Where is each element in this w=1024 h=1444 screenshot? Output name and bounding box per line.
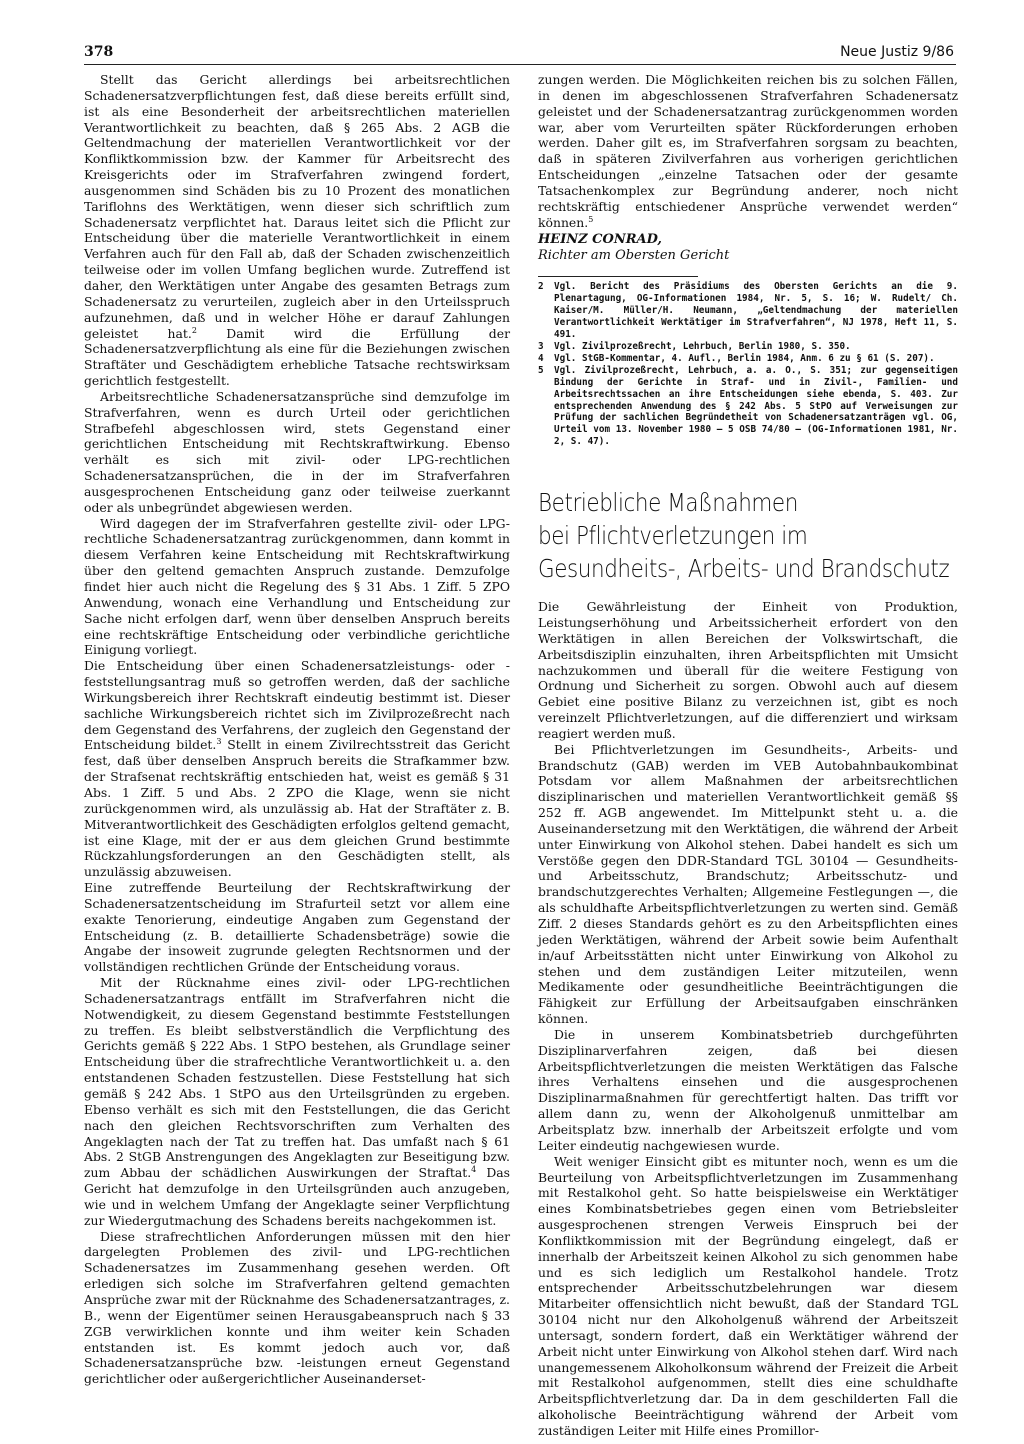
article-title-line: Gesundheits-, Arbeits- und Brandschutz: [538, 554, 950, 584]
journal-reference: Neue Justiz 9/86: [840, 44, 954, 60]
paragraph: Mit der Rücknahme eines zivil- oder LPG-rechtlichen Schadenersatzantrags entfällt im Strafverfahren nicht die Notwendigkeit, zu diesem Gegenstand bestimmte Feststellungen zu treffen. Es bleibt selbstverständlich die Verpflichtung des Gerichts gemäß § 222 Abs. 1 StPO bestehen, als Grundlage seiner Entscheidung über die strafrechtliche Verantwortlichkeit u. a. den entstandenen Schaden festzustellen. Diese Feststellung hat sich gemäß § 242 Abs. 1 StPO aus den Urteilsgründen zu ergeben. Ebenso verhält es sich mit den Feststellungen, die das Gericht nach den gleichen Rechtsvorschriften zum Verhalten des Angeklagten nach der Tat zu treffen hat. Das umfaßt nach § 61 Abs. 2 StGB Anstrengungen des Angeklagten zur Beseitigung bzw. zum Abbau der schädlichen Auswirkungen der Straftat.$^4$ Das Gericht hat demzufolge in den Urteilsgründen auch anzugeben, wie und in welchem Umfang der Angeklagte seiner Verpflichtung zur Wiedergutmachung des Schadens bereits nachgekommen ist.: [84, 975, 511, 1228]
paragraph: Bei Pflichtverletzungen im Gesundheits-, Arbeits- und Brandschutz (GAB) werden im VEB Autobahnbaukombinat Potsdam vor allem Maßnahmen der arbeitsrechtlichen disziplinarischen und materiellen Verantwortlichkeit gemäß §§ 252 ff. AGB angewendet. Im Mittelpunkt steht u. a. die Auseinandersetzung mit den Werktätigen, die während der Arbeit unter Einwirkung von Alkohol stehen. Dabei handelt es sich um Verstöße gegen den DDR-Standard TGL 30104 — Gesundheits- und Arbeitsschutz, Brandschutz; Arbeitsschutz- und brandschutzgerechtes Verhalten; Allgemeine Festlegungen —, die als schuldhafte Arbeitspflichtverletzungen zu werten sind. Gemäß Ziff. 2 dieses Standards gehört es zu den Arbeitspflichten eines jeden Werktätigen, während der Arbeit sowie beim Aufenthalt in/auf Arbeitsstätten nicht unter Einwirkung von Alkohol zu stehen und dem zuständigen Leiter mitzuteilen, wenn Medikamente oder gesundheitliche Beeinträchtigungen die Fähigkeit zur Erfüllung der Arbeitsaufgaben einschränken können.: [538, 741, 958, 1027]
paragraph: Eine zutreffende Beurteilung der Rechtskraftwirkung der Schadenersatzentscheidung im Strafurteil setzt vor allem eine exakte Tenorierung, eindeutige Angaben zum Gegenstand der Entscheidung (z. B. detaillierte Schadensbeträge) sowie die Angabe der insoweit zugrunde gelegten Rechtsnormen und der vollständigen rechtlichen Gründe der Entscheidung voraus.: [84, 880, 510, 975]
footnote-text: Vgl. Zivilprozeßrecht, Lehrbuch, Berlin 1980, S. 350.: [554, 340, 851, 352]
footnote-ref-5[interactable]: 5: [588, 214, 594, 224]
paragraph: Stellt das Gericht allerdings bei arbeitsrechtlichen Schadenersatzverpflichtungen fest, daß diese bereits erfüllt sind, ist als eine Besonderheit der arbeitsrechtlichen materiellen Verantwortlichkeit zu beachten, daß § 265 Abs. 2 AGB die Geltendmachung der materiellen Verantwortlichkeit vor der Konfliktkommission bzw. der Kammer für Arbeitsrecht des Kreisgerichts oder im Strafverfahren zwingend fordert, ausgenommen sind Schäden bis zu 10 Prozent des monatlichen Tariflohns des Werktätigen, wenn dieser sich schriftlich zum Schadenersatz verpflichtet hat. Daraus leitet sich die Pflicht zur Entscheidung über die materielle Verantwortlichkeit in einem Verfahren auch für den Fall ab, daß der Schaden zwischenzeitlich teilweise oder im vollen Umfang beglichen wurde. Zutreffend ist daher, den Werktätigen unter Angabe des gesamten Betrags zum Schadenersatz zu verurteilen, zugleich aber in den Urteilsspruch aufzunehmen, daß und in welcher Höhe er darauf Zahlungen geleistet hat.$^2$ Damit wird die Erfüllung der Schadenersatzverpflichtung als eine für die Beziehungen zwischen Straftäter und Geschädigtem erhebliche Tatsache rechtswirksam gerichtlich festgestellt.: [84, 72, 510, 389]
paragraph: Die Gewährleistung der Einheit von Produktion, Leistungserhöhung und Arbeitssicherheit erfordert von den Werktätigen in allen Bereichen der Volkswirtschaft, die Arbeitsdisziplin einzuhalten, ihren Arbeitspflichten mit Umsicht nachzukommen und überall für die weitere Festigung von Ordnung und Sicherheit zu sorgen. Obwohl auch auf diesem Gebiet eine positive Bilanz zu verzeichnen ist, gibt es noch vereinzelt Pflichtverletzungen, auf die differenziert und wirksam reagiert werden muß.: [538, 599, 958, 741]
right-column: [538, 72, 958, 1439]
header-rule: [84, 64, 956, 65]
footnote: [538, 281, 958, 341]
footnote-ref-3[interactable]: 3: [216, 737, 222, 747]
paragraph: Die in unserem Kombinatsbetrieb durchgeführten Disziplinarverfahren zeigen, daß bei diesen Arbeitspflichtverletzungen die meisten Werktätigen das Falsche ihres Verhaltens einsehen und die ausgesprochenen Disziplinarmaßnahmen für gerechtfertigt halten. Das trifft vor allem dann zu, wenn der Alkoholgenuß unmittelbar am Arbeitsplatz bzw. innerhalb der Arbeitszeit erfolgte und vom Leiter eindeutig nachgewiesen wurde.: [538, 1026, 958, 1153]
footnote-ref-4[interactable]: 4: [471, 1165, 477, 1175]
footnote-divider: [538, 276, 698, 277]
paragraph: Arbeitsrechtliche Schadenersatzansprüche sind demzufolge im Strafverfahren, wenn es durch Urteil oder gerichtlichen Strafbefehl abgeschlossen wird, stets Gegenstand einer gerichtlichen Entscheidung mit Rechtskraftwirkung. Ebenso verhält es sich mit zivil- oder LPG-rechtlichen Schadenersatzansprüchen, die in der im Strafverfahren ausgesprochenen Entscheidung ganz oder teilweise zuerkannt oder als unbegründet abgewiesen werden.: [84, 388, 510, 515]
footnote-number: 4: [538, 352, 544, 364]
paragraph: Wird dagegen der im Strafverfahren gestellte zivil- oder LPG-rechtliche Schadenersatzantrag zurückgenommen, dann kommt in diesem Verfahren keine Entscheidung mit Rechtskraftwirkung über den geltend gemachten Anspruch zustande. Demzufolge findet hier auch nicht die Regelung des § 31 Abs. 1 Ziff. 5 ZPO Anwendung, wonach eine Verhandlung und Entscheidung zur Sache nicht erfolgen darf, wenn über denselben Anspruch bereits eine rechtskräftige Entscheidung oder verbindliche gerichtliche Einigung vorliegt.: [84, 515, 510, 658]
footnote: [538, 365, 958, 448]
article-title-line: Betriebliche Maßnahmen: [538, 488, 798, 518]
paragraph: zungen werden. Die Möglichkeiten reichen bis zu solchen Fällen, in denen im abgeschlossenen Strafverfahren Schadenersatz geleistet und der Schadenersatzantrag zurückgenommen worden war, aber vom Verurteilten später Rückforderungen erhoben werden. Daher gilt es, im Strafverfahren sorgsam zu beachten, daß in späteren Zivilverfahren aus vorherigen gerichtlichen Entscheidungen „einzelne Tatsachen oder der gesamte Tatsachenkomplex zur Begründung anderer, noch nicht rechtskräftig entschiedener Ansprüche verwendet werden“ können.$^5$: [538, 72, 958, 230]
author-name: HEINZ CONRAD,: [538, 232, 662, 248]
footnote-number: 2: [538, 281, 544, 293]
footnote-number: 5: [538, 364, 544, 376]
page-number: 378: [84, 44, 114, 60]
footnote: [538, 353, 958, 365]
footnote-ref-2[interactable]: 2: [191, 325, 197, 335]
author-title: Richter am Obersten Gericht: [538, 248, 730, 264]
footnote-text: Vgl. Zivilprozeßrecht, Lehrbuch, a. a. O., S. 351; zur gegenseitigen Bindung der Gerichte in Straf- und in Zivil-, Familien- und Arbeitsrechtssachen an ihre Entscheidungen siehe ebenda, S. 403. Zur entsprechenden Anwendung des § 242 Abs. 5 StPO auf Verweisungen zur Prüfung der sachlichen Begründetheit von Schadenersatzanträgen vgl. OG, Urteil vom 13. November 1980 — 5 OSB 74/80 — (OG-Informationen 1981, Nr. 2, S. 47).: [554, 364, 958, 448]
footnote-text: Vgl. StGB-Kommentar, 4. Aufl., Berlin 1984, Anm. 6 zu § 61 (S. 207).: [554, 352, 935, 364]
footnote-text: Vgl. Bericht des Präsidiums des Obersten Gerichts an die 9. Plenartagung, OG-Informationen 1984, Nr. 5, S. 16; W. Rudelt/ Ch. Kaiser/M. Müller/H. Neumann, „Geltendmachung der materiellen Verantwortlichkeit Werktätiger im Strafverfahren“, NJ 1978, Heft 11, S. 491.: [554, 281, 958, 341]
footnotes: [538, 281, 958, 448]
paragraph: Weit weniger Einsicht gibt es mitunter noch, wenn es um die Beurteilung von Arbeitspflichtverletzungen im Zusammenhang mit Restalkohol geht. So hatte beispielsweise ein Werktätiger eines Kombinatsbetriebes gegen einen vom Betriebsleiter ausgesprochenen strengen Verweis Einspruch bei der Konfliktkommission mit der Begründung eingelegt, daß er innerhalb der Arbeitszeit keinen Alkohol zu sich genommen habe und es sich lediglich um Restalkohol handele. Trotz entsprechender Arbeitsschutzbelehrungen war diesem Mitarbeiter offensichtlich nicht bewußt, daß der Standard TGL 30104 nicht nur den Alkoholgenuß während der Arbeitszeit untersagt, sondern fordert, daß ein Werktätiger während der Arbeit nicht unter Einwirkung von Alkohol stehen darf. Wird nach unangemessenem Alkoholkonsum während der Freizeit die Arbeit mit Restalkohol aufgenommen, stellt dies eine schuldhafte Arbeitspflichtverletzung dar. Da in dem geschilderten Fall die alkoholische Beeinträchtigung während der Arbeit vom zuständigen Leiter mit Hilfe eines Promillor-: [538, 1153, 958, 1438]
paragraph: Diese strafrechtlichen Anforderungen müssen mit den hier dargelegten Problemen des zivil- und LPG-rechtlichen Schadenersatzes im Zusammenhang gesehen werden. Oft erledigen sich solche im Strafverfahren geltend gemachten Ansprüche zwar mit der Rücknahme des Schadenersatzantrages, z. B., wenn der Eigentümer seinen Herausgabeanspruch nach § 33 ZGB verwirklichen konnte und ihm weiter kein Schaden entstanden ist. Es kommt jedoch auch vor, daß Schadenersatzansprüche bzw. -leistungen erneut Gegenstand gerichtlicher oder außergerichtlicher Auseinanderset-: [84, 1228, 510, 1387]
article-title-line: bei Pflichtverletzungen im: [538, 521, 808, 551]
article-title: [538, 486, 950, 585]
footnote: [538, 341, 958, 353]
left-column: [84, 72, 510, 1387]
footnote-number: 3: [538, 340, 544, 352]
paragraph: Die Entscheidung über einen Schadenersatzleistungs- oder -feststellungsantrag muß so getroffen werden, daß der sachliche Wirkungsbereich ihrer Rechtskraft eindeutig bestimmt ist. Dieser sachliche Wirkungsbereich richtet sich im Zivilprozeßrecht nach dem Gegenstand des Verfahrens, der zugleich den Gegenstand der Entscheidung bildet.$^3$ Stellt in einem Zivilrechtsstreit das Gericht fest, daß über denselben Anspruch bereits die Strafkammer bzw. der Strafsenat rechtskräftig entschieden hat, weist es gemäß § 31 Abs. 1 Ziff. 5 und Abs. 2 ZPO die Klage, wenn sie nicht zurückgenommen wird, als unzulässig ab. Hat der Straftäter z. B. Mitverantwortlichkeit des Geschädigten erfolglos geltend gemacht, ist eine Klage, mit der er aus dem gleichen Grund bestimmte Rückzahlungsforderungen an den Geschädigten stellt, als unzulässig abzuweisen.: [84, 658, 510, 880]
